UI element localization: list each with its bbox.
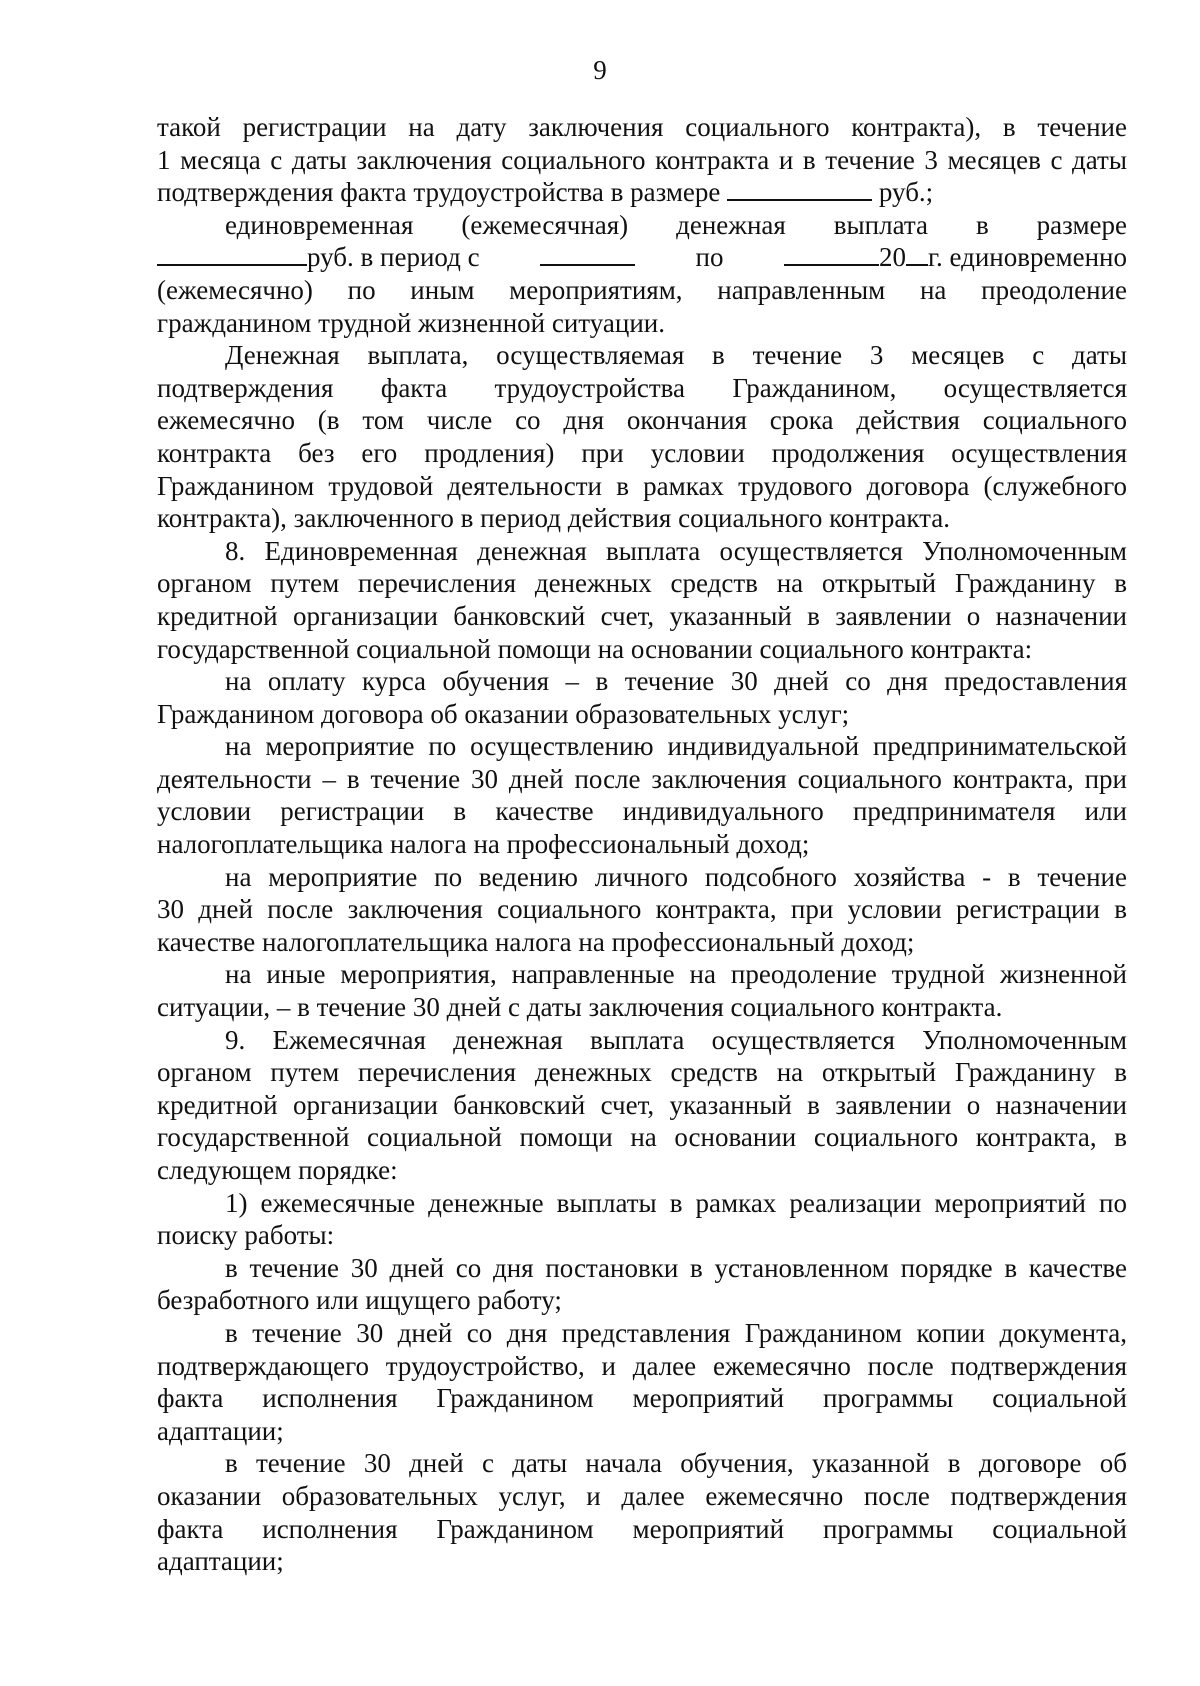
text-line: подтверждения факта трудоустройства Гражданином, осуществляется bbox=[157, 372, 1127, 403]
text-line: 30 дней после заключения социального контракта, при условии регистрации в bbox=[157, 894, 1127, 925]
page-number: 9 bbox=[593, 55, 607, 85]
text-line: (ежемесячно) по иным мероприятиям, направленным на преодоление bbox=[157, 274, 1127, 305]
text-line: контракта без его продления) при условии продолжения осуществления bbox=[157, 437, 1127, 468]
text-line: налогоплательщика налога на профессиональный доход; bbox=[157, 829, 810, 860]
text-line: условии регистрации в качестве индивидуального предпринимателя или bbox=[157, 796, 1127, 827]
text-line: контракта), заключенного в период действия социального контракта. bbox=[157, 503, 951, 534]
text-line: 8. Единовременная денежная выплата осуществляется Уполномоченным bbox=[225, 535, 1127, 566]
text-line: органом путем перечисления денежных средств на открытый Гражданину в bbox=[157, 1057, 1127, 1088]
text-line: поиску работы: bbox=[157, 1220, 335, 1251]
text-line: органом путем перечисления денежных средств на открытый Гражданину в bbox=[157, 568, 1127, 599]
text-line: Денежная выплата, осуществляемая в течение 3 месяцев с даты bbox=[225, 340, 1127, 371]
text-fragment: руб. в период с bbox=[307, 242, 480, 273]
document-body bbox=[157, 111, 1127, 1578]
text-fragment: 20 bbox=[878, 242, 906, 273]
text-fragment: подтверждения факта трудоустройства в размере bbox=[157, 177, 728, 208]
text-line: качестве налогоплательщика налога на профессиональный доход; bbox=[157, 926, 915, 957]
text-line: Гражданином договора об оказании образовательных услуг; bbox=[157, 698, 850, 729]
date-to-blank[interactable] bbox=[784, 242, 879, 266]
text-fragment: по bbox=[695, 242, 724, 273]
text-line: безработного или ищущего работу; bbox=[157, 1285, 562, 1316]
text-fragment: г. единовременно bbox=[927, 242, 1127, 273]
text-line: на иные мероприятия, направленные на преодоление трудной жизненной bbox=[225, 959, 1127, 990]
amount-blank[interactable] bbox=[727, 177, 872, 201]
text-line bbox=[157, 176, 1127, 209]
text-line: в течение 30 дней со дня представления Гражданином копии документа, bbox=[225, 1317, 1127, 1348]
amount-blank[interactable] bbox=[157, 242, 307, 266]
text-line: 1) ежемесячные денежные выплаты в рамках реализации мероприятий по bbox=[225, 1187, 1127, 1218]
text-line: следующем порядке: bbox=[157, 1155, 398, 1185]
text-line: 1 месяца с даты заключения социального контракта и в течение 3 месяцев с даты bbox=[157, 144, 1127, 175]
text-line: деятельности – в течение 30 дней после заключения социального контракта, при bbox=[157, 763, 1127, 794]
text-line: 9. Ежемесячная денежная выплата осуществляется Уполномоченным bbox=[225, 1024, 1127, 1055]
text-line: такой регистрации на дату заключения социального контракта), в течение bbox=[157, 112, 1127, 142]
text-line: кредитной организации банковский счет, указанный в заявлении о назначении bbox=[157, 600, 1127, 631]
year-blank[interactable] bbox=[906, 242, 928, 266]
text-line: государственной социальной помощи на основании социального контракта: bbox=[157, 633, 1033, 664]
text-line: адаптации; bbox=[157, 1546, 284, 1577]
text-line: кредитной организации банковский счет, указанный в заявлении о назначении bbox=[157, 1089, 1127, 1120]
text-line bbox=[157, 241, 1127, 274]
text-line: оказании образовательных услуг, и далее ежемесячно после подтверждения bbox=[157, 1480, 1127, 1511]
text-line: в течение 30 дней со дня постановки в установленном порядке в качестве bbox=[225, 1252, 1127, 1283]
text-line: адаптации; bbox=[157, 1415, 284, 1446]
text-line: на мероприятие по ведению личного подсобного хозяйства - в течение bbox=[225, 861, 1127, 892]
text-line: единовременная (ежемесячная) денежная выплата в размере bbox=[225, 209, 1127, 240]
text-line: факта исполнения Гражданином мероприятий программы социальной bbox=[157, 1513, 1127, 1544]
text-fragment: руб.; bbox=[872, 177, 934, 208]
text-line: Гражданином трудовой деятельности в рамках трудового договора (служебного bbox=[157, 470, 1127, 501]
text-line: факта исполнения Гражданином мероприятий программы социальной bbox=[157, 1383, 1127, 1414]
text-line: на оплату курса обучения – в течение 30 дней со дня предоставления bbox=[225, 666, 1127, 697]
text-line: на мероприятие по осуществлению индивидуальной предпринимательской bbox=[225, 731, 1127, 762]
date-from-blank[interactable] bbox=[540, 242, 635, 266]
text-line: в течение 30 дней с даты начала обучения, указанной в договоре об bbox=[225, 1448, 1127, 1479]
text-line: гражданином трудной жизненной ситуации. bbox=[157, 307, 665, 338]
text-line: ситуации, – в течение 30 дней с даты заключения социального контракта. bbox=[157, 992, 1003, 1023]
text-line: ежемесячно (в том числе со дня окончания срока действия социального bbox=[157, 405, 1127, 436]
text-line: государственной социальной помощи на основании социального контракта, в bbox=[157, 1122, 1127, 1153]
text-line: подтверждающего трудоустройство, и далее ежемесячно после подтверждения bbox=[157, 1350, 1127, 1381]
